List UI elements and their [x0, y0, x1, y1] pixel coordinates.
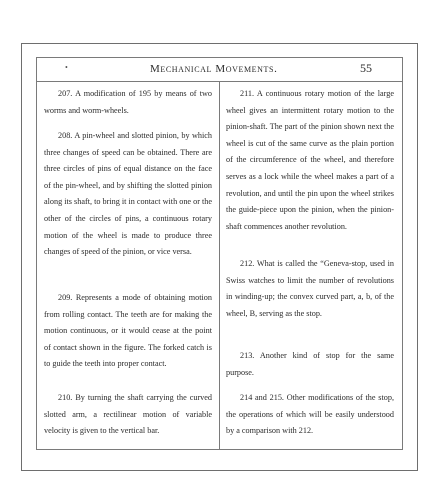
paragraph-209: 209. Represents a mode of obtaining motion from rolling contact. The teeth are for making the motion continuous, or it would cease at the point of contact shown in the figure. The forked catch is to guide the teeth into proper contact. [44, 293, 212, 369]
paragraph-210: 210. By turning the shaft carrying the curved slotted arm, a rectilinear motion of variable velocity is given to the vertical bar. [44, 393, 212, 436]
running-head: Mechanical Movements. [150, 63, 278, 75]
paragraph-211: 211. A continuous rotary motion of the large wheel gives an intermittent rotary motion to the pinion-shaft. The part of the pinion shown next the wheel is cut of the same curve as the plain portion of the circumference of the wheel, and therefore serves as a lock while the wheel makes a part of a revolution, and until the pin upon the wheel strikes the guide-piece upon the pinion, when the pinion-shaft commences another revolution. [226, 89, 394, 231]
paragraph-207: 207. A modification of 195 by means of two worms and worm-wheels. [44, 89, 212, 115]
paragraph-214-215: 214 and 215. Other modifications of the stop, the operations of which will be easily understood by a comparison with 212. [226, 393, 394, 436]
paragraph-213: 213. Another kind of stop for the same purpose. [226, 351, 394, 377]
paragraph-212: 212. What is called the “Geneva-stop, used in Swiss watches to limit the number of revolutions in winding-up; the convex curved part, a, b, of the wheel, B, serving as the stop. [226, 259, 394, 318]
paragraph-208: 208. A pin-wheel and slotted pinion, by which three changes of speed can be obtained. There are three circles of pins of equal distance on the face of the pin-wheel, and by shifting the slotted pinion along its shaft, to bring it in contact with one or the other of the circles of pins, a continuous rotary motion of the wheel is made to produce three changes of speed of the pinion, or vice versa. [44, 131, 212, 257]
page-number: 55 [360, 61, 372, 75]
header-mark: • [65, 63, 68, 72]
column-divider [219, 81, 220, 449]
